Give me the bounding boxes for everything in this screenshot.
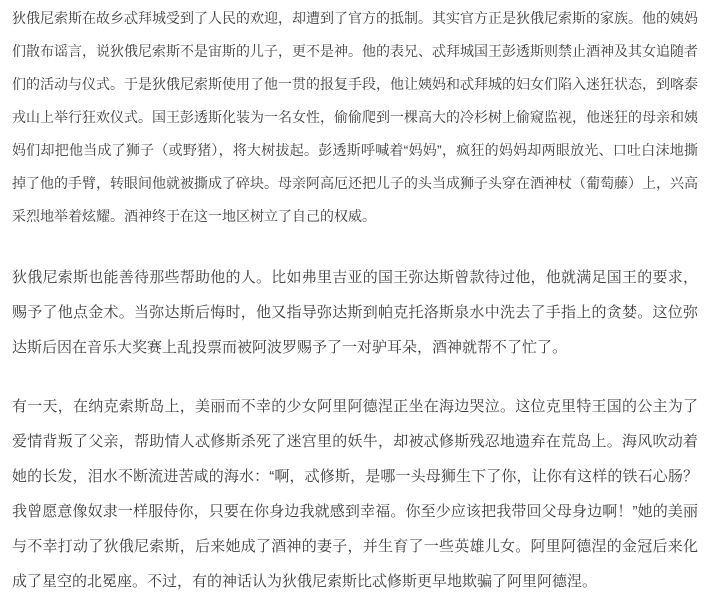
paragraph-ariadne-story: 有一天，在纳克索斯岛上，美丽而不幸的少女阿里阿德涅正坐在海边哭泣。这位克里特王国的公主为了爱情背叛了父亲，帮助情人忒修斯杀死了迷宫里的妖牛，却被忒修斯残忍地遗弃在荒岛上。海风吹动着她的长发，泪水不断流进苦咸的海水：“啊，忒修斯，是哪一头母狮生下了你，让你有这样的铁石心肠？我曾愿意像奴隶一样服侍你，只要在你身边我就感到幸福。你至少应该把我带回父母身边啊！”她的美丽与不幸打动了狄俄尼索斯，后来她成了酒神的妻子，并生育了一些英雄儿女。阿里阿德涅的金冠后来化成了星空的北冕座。不过，有的神话认为狄俄尼索斯比忒修斯更早地欺骗了阿里阿德涅。 — [12, 398, 698, 590]
paragraph-pentheus-story: 狄俄尼索斯在故乡忒拜城受到了人民的欢迎，却遭到了官方的抵制。其实官方正是狄俄尼索斯的家族。他的姨妈们散布谣言，说狄俄尼索斯不是宙斯的儿子，更不是神。他的表兄、忒拜城国王彭透斯则禁止酒神及其女追随者们的活动与仪式。于是狄俄尼索斯使用了他一贯的报复手段，他让姨妈和忒拜城的妇女们陷入迷狂状态，到喀泰戎山上举行狂欢仪式。国王彭透斯化装为一名女性，偷偷爬到一棵高大的冷杉树上偷窥监视，他迷狂的母亲和姨妈们却把他当成了狮子（或野猪），将大树拔起。彭透斯呼喊着“妈妈”，疯狂的妈妈却两眼放光、口吐白沫地撕掉了他的手臂，转眼间他就被撕成了碎块。母亲阿高厄还把儿子的头当成狮子头穿在酒神杖（葡萄藤）上，兴高采烈地举着炫耀。酒神终于在这一地区树立了自己的权威。 — [12, 10, 698, 224]
paragraph-midas-story: 狄俄尼索斯也能善待那些帮助他的人。比如弗里吉亚的国王弥达斯曾款待过他，他就满足国王的要求，赐予了他点金术。当弥达斯后悔时，他又指导弥达斯到帕克托洛斯泉水中洗去了手指上的贪婪。这位弥达斯后因在音乐大奖赛上乱投票而被阿波罗赐予了一对驴耳朵，酒神就帮不了忙了。 — [12, 269, 698, 356]
